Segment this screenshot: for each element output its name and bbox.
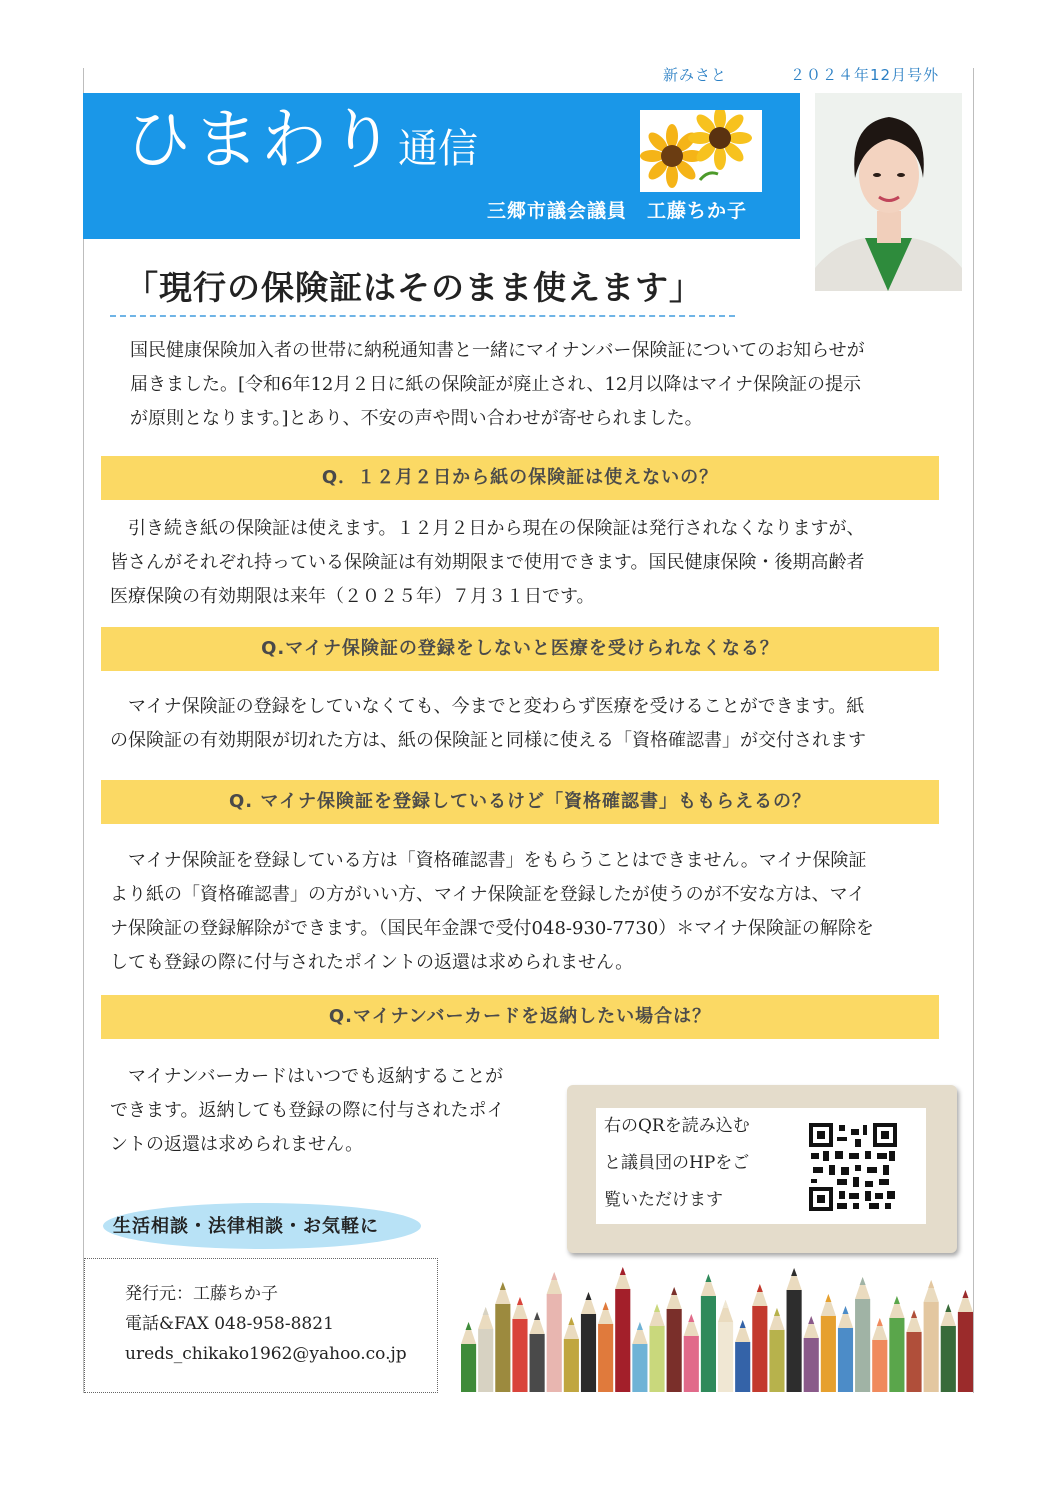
intro-line: が原則となります。]とあり、不安の声や問い合わせが寄せられました。 bbox=[130, 408, 703, 429]
answer-line: しても登録の際に付与されたポイントの返還は求められません。 bbox=[110, 952, 634, 973]
pencil-lead bbox=[534, 1312, 540, 1320]
pencil-lead bbox=[911, 1310, 917, 1318]
pencil-body bbox=[769, 1330, 784, 1392]
pencil-lead bbox=[945, 1304, 951, 1312]
pencil-lead bbox=[551, 1272, 557, 1280]
pencil-body bbox=[598, 1324, 613, 1392]
qr-card-inner bbox=[596, 1108, 926, 1224]
pencil-body bbox=[530, 1334, 545, 1392]
intro-line: 届きました。[令和6年12月２日に紙の保険証が廃止され、12月以降はマイナ保険証の提示 bbox=[130, 374, 861, 395]
pencil-lead bbox=[586, 1292, 592, 1300]
answer-line: 引き続き紙の保険証は使えます。１２月２日から現在の保険証は発行されなくなりますが、 bbox=[110, 518, 865, 539]
pencil-lead bbox=[500, 1282, 506, 1290]
qr-note bbox=[604, 1108, 750, 1219]
pencil-body bbox=[855, 1299, 870, 1392]
qr-note-line: と議員団のHPをご bbox=[604, 1153, 750, 1173]
pencil-lead bbox=[962, 1290, 968, 1298]
question-3: Q. マイナ保険証を登録しているけど「資格確認書」ももらえるの？ bbox=[228, 791, 812, 812]
pencil-body bbox=[906, 1332, 921, 1392]
pencil-body bbox=[512, 1319, 527, 1392]
pencil-body bbox=[478, 1329, 493, 1392]
pencil-lead bbox=[808, 1316, 814, 1324]
council-member-name: 三郷市議会議員 工藤ちか子 bbox=[487, 200, 748, 222]
pencil-lead bbox=[757, 1284, 763, 1292]
pencil-lead bbox=[671, 1287, 677, 1295]
answer-line: の保険証の有効期限が切れた方は、紙の保険証と同様に使える「資格確認書」が交付されます bbox=[110, 730, 866, 751]
pencil-lead bbox=[705, 1274, 711, 1282]
question-2: Q.マイナ保険証の登録をしないと医療を受けられなくなる？ bbox=[261, 638, 779, 659]
pencil-body bbox=[872, 1340, 887, 1392]
headline-divider bbox=[110, 315, 735, 317]
answer-4 bbox=[110, 1060, 505, 1162]
question-bar-4 bbox=[101, 995, 939, 1039]
pencil-body bbox=[804, 1338, 819, 1392]
pencil-body bbox=[838, 1328, 853, 1392]
contact-phone: 電話&FAX 048-958-8821 bbox=[125, 1314, 334, 1334]
pencil-body bbox=[941, 1326, 956, 1392]
sunflower-illustration bbox=[640, 110, 762, 192]
pencil-body bbox=[547, 1294, 562, 1392]
answer-line: マイナ保険証の登録をしていなくても、今までと変わらず医療を受けることができます。紙 bbox=[110, 696, 865, 717]
pencil-body bbox=[924, 1302, 939, 1392]
pencil-lead bbox=[483, 1307, 489, 1315]
pencil-lead bbox=[928, 1280, 934, 1288]
pencil-body bbox=[564, 1339, 579, 1392]
question-bar-1 bbox=[101, 456, 939, 500]
intro-line: 国民健康保険加入者の世帯に納税通知書と一緒にマイナンバー保険証についてのお知らせが bbox=[130, 340, 865, 361]
contact-publisher: 発行元：工藤ちか子 bbox=[125, 1284, 278, 1304]
pencil-lead bbox=[894, 1296, 900, 1304]
pencil-lead bbox=[723, 1300, 729, 1308]
contact-email[interactable]: ureds_chikako1962@yahoo.co.jp bbox=[125, 1344, 407, 1364]
pencil-lead bbox=[620, 1267, 626, 1275]
qr-code[interactable] bbox=[809, 1123, 897, 1215]
pencil-lead bbox=[517, 1297, 523, 1305]
issue-label: ２０２４年12月号外 bbox=[790, 66, 940, 84]
qr-note-line: 右のQRを読み込む bbox=[604, 1116, 750, 1136]
pencil-lead bbox=[603, 1302, 609, 1310]
pencil-body bbox=[735, 1342, 750, 1392]
pencil-body bbox=[718, 1322, 733, 1392]
pencil-body bbox=[615, 1289, 630, 1392]
contact-info bbox=[125, 1279, 407, 1369]
newsletter-title: ひまわり bbox=[125, 101, 397, 178]
pencil-lead bbox=[774, 1308, 780, 1316]
pencil-lead bbox=[654, 1304, 660, 1312]
contact-box bbox=[84, 1258, 438, 1393]
question-4: Q.マイナンバーカードを返納したい場合は？ bbox=[328, 1006, 712, 1027]
newsletter-title-sub: 通信 bbox=[398, 126, 478, 172]
pencil-body bbox=[958, 1312, 973, 1392]
question-bar-2 bbox=[101, 627, 939, 671]
right-border-line bbox=[973, 68, 974, 1393]
intro-paragraph bbox=[130, 334, 865, 436]
pencil-body bbox=[821, 1316, 836, 1392]
answer-line: より紙の「資格確認書」の方がいい方、マイナ保険証を登録したが使うのが不安な方は、マイ bbox=[110, 884, 866, 905]
pencil-body bbox=[632, 1344, 647, 1392]
pencil-lead bbox=[825, 1294, 831, 1302]
pencil-body bbox=[684, 1336, 699, 1392]
pencil-body bbox=[752, 1306, 767, 1392]
pencil-lead bbox=[860, 1277, 866, 1285]
pencil-body bbox=[701, 1296, 716, 1392]
answer-line: できます。返納しても登録の際に付与されたポイ bbox=[110, 1100, 505, 1121]
consult-text: 生活相談・法律相談・お気軽に bbox=[113, 1216, 379, 1237]
portrait-photo bbox=[815, 93, 962, 291]
pencil-lead bbox=[568, 1317, 574, 1325]
pencil-body bbox=[495, 1304, 510, 1392]
pencil-body bbox=[787, 1290, 802, 1392]
answer-line: ントの返還は求められません。 bbox=[110, 1134, 364, 1155]
question-1: Q．１２月２日から紙の保険証は使えないの？ bbox=[321, 467, 719, 488]
pencil-body bbox=[461, 1344, 476, 1392]
pencil-body bbox=[649, 1326, 664, 1392]
headline: 「現行の保険証はそのまま使えます」 bbox=[125, 268, 703, 307]
pencil-lead bbox=[740, 1320, 746, 1328]
answer-1 bbox=[110, 512, 865, 614]
pencil-lead bbox=[637, 1322, 643, 1330]
answer-line: 医療保険の有効期限は来年（２０２５年）７月３１日です。 bbox=[110, 586, 595, 607]
pencil-lead bbox=[877, 1318, 883, 1326]
qr-note-line: 覧いただけます bbox=[604, 1190, 723, 1210]
question-bar-3 bbox=[101, 780, 939, 824]
answer-line: マイナンバーカードはいつでも返納することが bbox=[110, 1066, 504, 1087]
pencil-lead bbox=[466, 1322, 472, 1330]
answer-line: マイナ保険証を登録している方は「資格確認書」をもらうことはできません。マイナ保険証 bbox=[110, 850, 867, 871]
answer-3 bbox=[110, 844, 874, 980]
pencil-body bbox=[889, 1318, 904, 1392]
answer-line: ナ保険証の登録解除ができます。（国民年金課で受付048-930-7730）＊マイナ保険証の解除を bbox=[110, 918, 874, 939]
answer-line: 皆さんがそれぞれ持っている保険証は有効期限まで使用できます。国民健康保険・後期高齢者 bbox=[110, 552, 865, 573]
pencil-lead bbox=[791, 1268, 797, 1276]
publisher-tag: 新みさと bbox=[663, 66, 728, 84]
pencil-body bbox=[667, 1309, 682, 1392]
left-border-line bbox=[83, 68, 84, 1393]
answer-2 bbox=[110, 690, 866, 758]
colored-pencils-illustration bbox=[460, 1262, 974, 1396]
pencil-body bbox=[581, 1314, 596, 1392]
pencil-lead bbox=[688, 1314, 694, 1322]
pencil-lead bbox=[843, 1306, 849, 1314]
